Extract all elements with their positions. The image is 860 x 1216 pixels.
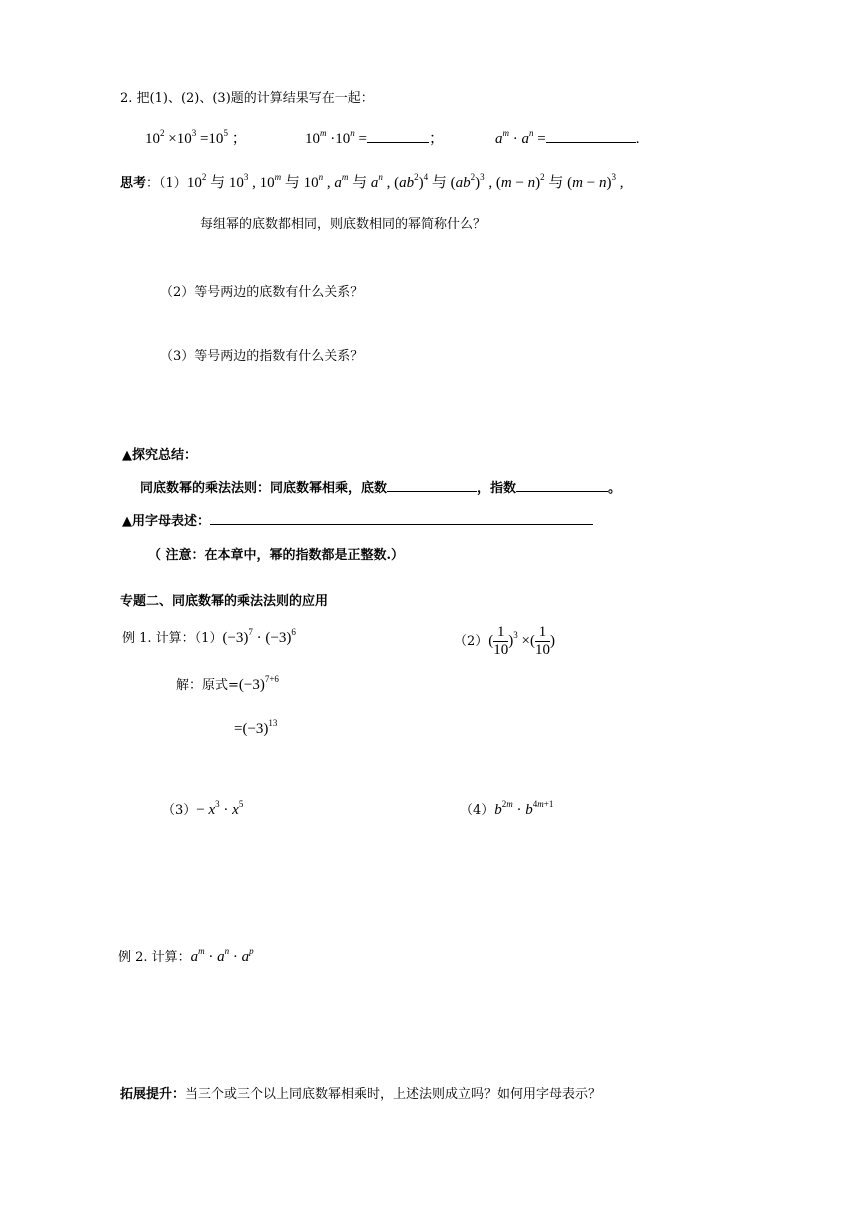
extension-label: 拓展提升： (120, 1087, 186, 1102)
example1-part1: 例 1. 计算：$(1)(-3)^7 \cdot (-3)^6$ (122, 627, 296, 646)
example1-part2: （2）( $\frac{1}{10}$ )$^3$ ×( $\frac{1}{10}$ ) (454, 624, 555, 658)
example1-part3: $(3)- x^3 \cdot x^5$ (162, 799, 244, 818)
extension-line (120, 1088, 601, 1101)
formula-10-squared-times-10-cubed: $10^2 \times 10^3 =10^5$ ； (145, 128, 247, 147)
formula-am-times-an: $a^m \cdot a^n$ = . (495, 128, 640, 147)
multiplication-rule: 同底数幂的乘法法则：同底数幂相乘，底数 ，指数 。 (140, 481, 622, 496)
note: （ 注意：在本章中，幂的指数都是正整数.） (148, 548, 405, 563)
extension-text: 当三个或三个以上同底数幂相乘时，上述法则成立吗？如何用字母表示？ (185, 1087, 602, 1102)
think-q2: （2）等号两边的底数有什么关系？ (160, 285, 364, 300)
solution-line-2: $=(-3)^{13}$ (234, 718, 278, 737)
question-2-heading: 2. 把(1)、(2)、(3)题的计算结果写在一起： (120, 91, 374, 106)
letter-expression-line: ▲用字母表述： (122, 515, 593, 528)
formula-10m-times-10n: $10^m \cdot 10^n$ = ； (305, 128, 444, 147)
think-q1-second-line: 每组幂的底数都相同，则底数相同的幂简称什么？ (200, 217, 487, 232)
think-q3: （3）等号两边的指数有什么关系？ (160, 349, 364, 364)
think-q1-prefix: （1） (159, 176, 187, 191)
summary-title: ▲探究总结： (122, 448, 197, 463)
topic2-title: 专题二、同底数幂的乘法法则的应用 (120, 594, 329, 609)
think-q1-line: 思考：$(1)10^2$ 与 $10^3$ , 10$^m$ 与 10$^n$ , $a^m$ 与 $a^n$ , $(ab^2)^4$ 与 $(ab^2)^3$ , $(m - n)^2$ 与 $(m - n)^3$ , (120, 172, 624, 191)
think-label: 思考 (120, 176, 147, 191)
solution-line-1: 解：原式$=(-3)^{7+6}$ (176, 674, 279, 693)
example1-part4: $(4)b^{2m} \cdot b^{4m+1}$ (460, 799, 554, 818)
think-q1-pairs: $10^2$ 与 $10^3$ , 10$^m$ 与 10$^n$ , $a^m$ 与 $a^n$ , $(ab^2)^4$ 与 $(ab^2)^3$ , $(m - n)^2$ 与 $(m - n)^3$ , (186, 172, 624, 191)
example2: 例 2. 计算：$a^m \cdot a^n \cdot a^p$ (118, 946, 254, 965)
